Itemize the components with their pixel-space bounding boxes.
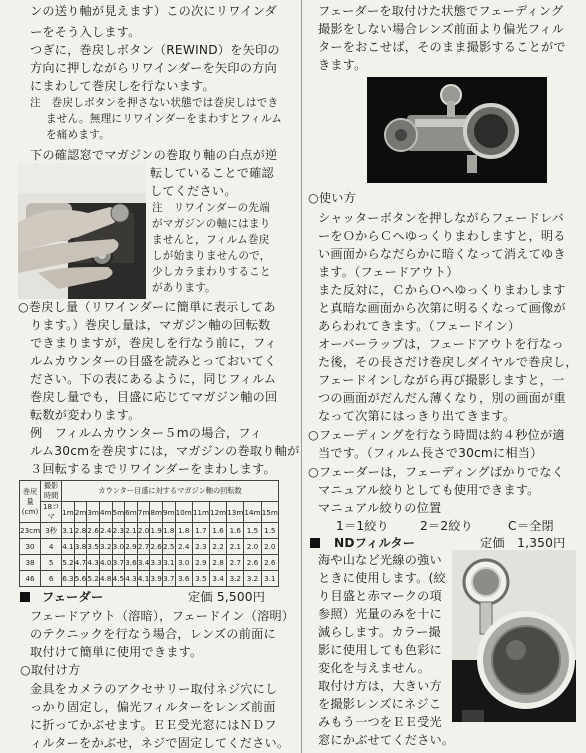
- table-cell-value: 2.6: [244, 555, 261, 571]
- table-header-frames: 18コマ: [41, 502, 62, 523]
- table-cell-value: 3.2: [99, 539, 112, 555]
- camera-rewind-photo: [18, 163, 146, 299]
- usage-line-11: つの画面がだんだん薄くなり，別の画面が重: [318, 391, 566, 405]
- note2-line-2: がマガジンの軸にはまり: [152, 218, 271, 230]
- intro-line-1: ンの送り軸が見えます）この次にリワインダ: [30, 4, 277, 18]
- usage-line-6: と真暗な画面から次第に明るくなって画像が: [318, 301, 566, 315]
- example-line-2: ルム30cmを巻戻すには，マガジンの巻取り軸が: [30, 444, 300, 458]
- column-divider: [301, 0, 302, 753]
- table-col-header: 3m: [87, 502, 100, 523]
- table-cell-value: 3.6: [175, 571, 192, 587]
- table-cell-value: 2.6: [87, 523, 100, 539]
- note2-line-1: 注 リワインダーの先端: [152, 202, 270, 214]
- usage-line-7: あらわれてきます。（フェードイン）: [318, 319, 521, 333]
- right-top-line-4: きます。: [318, 58, 367, 72]
- table-cell-value: 1.8: [162, 523, 175, 539]
- table-col-header: 6m: [125, 502, 138, 523]
- stop-two: 2＝2絞り: [420, 519, 474, 533]
- rewind-table: [19, 480, 279, 587]
- table-cell-value: 2.4: [175, 539, 192, 555]
- right-top-line-1: フェーダーを取付けた状態でフェーディング: [318, 4, 564, 18]
- table-col-header: 2m: [74, 502, 87, 523]
- table-cell-value: 3.4: [210, 571, 227, 587]
- intro-line-3: つぎに，巻戻しボタン（REWIND）を矢印の: [30, 43, 280, 57]
- table-cell-value: 5.6: [74, 571, 87, 587]
- table-cell-value: 2.4: [99, 523, 112, 539]
- table-cell-value: 1.8: [175, 523, 192, 539]
- fader-bullet: [20, 592, 30, 602]
- table-col-header: 11m: [192, 502, 209, 523]
- nd-line-5: 減らします。カラー撮: [318, 625, 441, 639]
- usage-line-3: い画面からなだらかに暗くなって消えてゆき: [318, 247, 566, 261]
- fader-photo: [367, 77, 547, 183]
- table-cell-value: 1.5: [261, 523, 278, 539]
- fader-desc-line-2: のテクニックを行なう場合，レンズの前面に: [30, 627, 276, 641]
- usage-line-10: フェードインしながら再び撮影しますと，一: [318, 373, 565, 387]
- fader-price: 定価 5,500円: [188, 590, 266, 604]
- nd-bullet: [310, 538, 320, 548]
- stop-close: C＝全閉: [508, 519, 554, 533]
- table-cell-value: 2.7: [137, 539, 150, 555]
- mount-line-2: っかり固定し，偏光フィルターをレンズ前面: [30, 700, 276, 714]
- fader-desc-line-1: フェードアウト（溶暗），フェードイン（溶明）: [30, 609, 295, 623]
- note1-line-3: を痛めます。: [46, 129, 110, 141]
- mount-title: ○取付け方: [20, 663, 81, 677]
- table-cell-value: 3.2: [244, 571, 261, 587]
- manual-line-3: マニュアル絞りの位置: [318, 501, 442, 515]
- table-cell-value: 2.3: [192, 539, 209, 555]
- mount-line-1: 金具をカメラのアクセサリー取付ネジ穴にし: [30, 682, 278, 696]
- table-cell-value: 6.3: [62, 571, 75, 587]
- table-cell-value: 1.6: [227, 523, 244, 539]
- table-cell-length: 38: [20, 555, 41, 571]
- rewind-amount-line-2: ります。）巻戻し量は，マガジン軸の回転数: [30, 318, 271, 332]
- table-cell-value: 5.2: [62, 555, 75, 571]
- rewind-amount-line-6: 巻戻し量でも，目盛に応じてマガジン軸の回: [30, 390, 278, 404]
- table-cell-value: 2.9: [192, 555, 209, 571]
- nd-line-8: 取付け方は，大きい方: [318, 679, 442, 693]
- table-cell-value: 2.0: [137, 523, 150, 539]
- table-cell-value: 3.9: [150, 571, 163, 587]
- example-line-3: ３回転するまでリワインダーをまわします。: [30, 462, 276, 476]
- table-cell-seconds: 4: [41, 539, 62, 555]
- table-cell-seconds: 3秒: [41, 523, 62, 539]
- table-cell-value: 3.7: [112, 555, 125, 571]
- usage-line-2: ーをＯからＣへゆっくりまわしますと，明る: [318, 229, 566, 243]
- table-row: [20, 555, 279, 571]
- table-cell-value: 4.1: [137, 571, 150, 587]
- table-row: [20, 539, 279, 555]
- table-cell-seconds: 6: [41, 571, 62, 587]
- fader-title: フェーダー: [42, 590, 104, 604]
- table-cell-value: 4.5: [112, 571, 125, 587]
- table-cell-value: 4.0: [99, 555, 112, 571]
- note1-line-1: 注 巻戻しボタンを押さない状態では巻戻しはでき: [30, 97, 279, 109]
- table-header-group: カウンター目盛に対するマガジン軸の回転数: [62, 481, 279, 502]
- table-cell-value: 3.5: [192, 571, 209, 587]
- nd-line-3: り目盛と赤マークの項: [318, 589, 442, 603]
- table-cell-value: 5.2: [87, 571, 100, 587]
- nd-line-6: 影に使用しても色彩に: [318, 643, 442, 657]
- table-header-rewind: 巻戻量(cm): [20, 481, 41, 523]
- stop-one: 1＝1絞り: [336, 519, 390, 533]
- table-cell-value: 2.2: [210, 539, 227, 555]
- rewind-amount-line-4: ルムカウンターの目盛を読みとっておいてく: [30, 354, 277, 368]
- nd-line-9: を撮影レンズにネジこ: [318, 697, 442, 711]
- table-cell-value: 3.6: [125, 555, 138, 571]
- manual-line-1: ○フェーダーは，フェーディングばかりでなく: [308, 465, 565, 479]
- table-cell-value: 3.1: [62, 523, 75, 539]
- table-cell-value: 1.7: [192, 523, 209, 539]
- table-cell-length: 23cm: [20, 523, 41, 539]
- table-cell-value: 3.1: [261, 571, 278, 587]
- table-col-header: 7m: [137, 502, 150, 523]
- table-cell-value: 4.8: [99, 571, 112, 587]
- table-cell-value: 2.7: [227, 555, 244, 571]
- manual-line-2: マニュアル絞りとしても使用できます。: [318, 483, 540, 497]
- table-col-header: 5m: [112, 502, 125, 523]
- nd-line-1: 海や山など光線の強い: [318, 553, 442, 567]
- table-cell-value: 3.0: [175, 555, 192, 571]
- right-top-line-2: 撮影をしない場合レンズ前面より偏光フィル: [318, 22, 565, 36]
- table-header-time: 撮影時間: [41, 481, 62, 502]
- table-cell-value: 2.3: [112, 523, 125, 539]
- table-col-header: 8m: [150, 502, 163, 523]
- table-cell-value: 4.1: [62, 539, 75, 555]
- table-row: [20, 571, 279, 587]
- table-cell-value: 3.2: [227, 571, 244, 587]
- table-cell-value: 3.3: [150, 555, 163, 571]
- table-cell-value: 3.0: [112, 539, 125, 555]
- table-cell-value: 4.7: [74, 555, 87, 571]
- table-cell-seconds: 5: [41, 555, 62, 571]
- rewind-amount-line-3: できまりますが，巻戻しを行なう前に，フィ: [30, 336, 277, 350]
- rewind-amount-line-1: ○巻戻し量（リワインダーに簡単に表示してあ: [18, 300, 276, 314]
- table-cell-value: 2.0: [244, 539, 261, 555]
- intro-line-4: 方向に押しながらリワインダーを矢印の方向: [30, 61, 277, 75]
- usage-line-1: シャッターボタンを押しながらフェードレバ: [318, 211, 565, 225]
- rewind-amount-line-5: ださい。下の表にあるように，同じフィルム: [30, 372, 277, 386]
- table-col-header: 1m: [62, 502, 75, 523]
- table-cell-value: 3.8: [74, 539, 87, 555]
- table-cell-value: 2.1: [125, 523, 138, 539]
- table-cell-value: 4.3: [87, 555, 100, 571]
- usage-line-8: オーバーラップは，フェードアウトを行なっ: [318, 337, 564, 351]
- usage-line-5: また反対に，ＣからＯへゆっくりまわします: [318, 283, 566, 297]
- table-col-header: 9m: [162, 502, 175, 523]
- table-cell-value: 1.9: [150, 523, 163, 539]
- table-cell-value: 1.6: [210, 523, 227, 539]
- fading-time-line-2: 当です。（フィルム長さで30cmに相当）: [318, 446, 543, 460]
- usage-line-9: た後，その長さだけ巻戻しダイヤルで巻戻し，: [318, 355, 578, 369]
- beside-photo-line-1: 転していることで確認: [150, 166, 274, 180]
- table-cell-value: 2.1: [227, 539, 244, 555]
- table-cell-length: 46: [20, 571, 41, 587]
- check-window-line: 下の確認窓でマガジンの巻取り軸の白点が逆: [30, 148, 278, 162]
- right-top-line-3: ターをおこせば，そのまま撮影することがで: [318, 40, 566, 54]
- nd-filter-photo: [452, 550, 576, 722]
- table-cell-value: 3.7: [162, 571, 175, 587]
- nd-price: 定価 1,350円: [480, 536, 566, 550]
- table-col-header: 15m: [261, 502, 278, 523]
- table-cell-length: 30: [20, 539, 41, 555]
- nd-line-11: 窓にかぶせてください。: [318, 733, 455, 747]
- fading-time-line-1: ○フェーディングを行なう時間は約４秒位が適: [308, 428, 565, 442]
- table-cell-value: 3.5: [87, 539, 100, 555]
- table-cell-value: 2.8: [210, 555, 227, 571]
- note2-line-3: ませんと，フィルム巻戻: [152, 234, 270, 246]
- nd-line-7: 変化を与えません。: [318, 661, 431, 675]
- table-col-header: 10m: [175, 502, 192, 523]
- table-col-header: 12m: [210, 502, 227, 523]
- table-cell-value: 3.1: [162, 555, 175, 571]
- intro-line-5: にまわして巻戻しを行ないます。: [30, 79, 215, 93]
- table-cell-value: 1.5: [244, 523, 261, 539]
- note2-line-5: 少しカラまわりすること: [152, 266, 271, 278]
- nd-line-10: みもう一つをＥＥ受光: [318, 715, 442, 729]
- nd-line-4: 参照）光量のみを十に: [318, 607, 442, 621]
- note2-line-4: しが始まりませんので，: [152, 250, 271, 262]
- table-cell-value: 4.3: [125, 571, 138, 587]
- beside-photo-line-2: してください。: [150, 184, 237, 198]
- table-col-header: 14m: [244, 502, 261, 523]
- rewind-amount-line-7: 転数が変わります。: [30, 408, 141, 422]
- table-cell-value: 2.9: [125, 539, 138, 555]
- nd-title: NDフィルター: [334, 536, 416, 550]
- usage-line-4: ます。（フェードアウト）: [318, 265, 459, 279]
- table-row: [20, 523, 279, 539]
- table-cell-value: 3.4: [137, 555, 150, 571]
- table-cell-value: 2.6: [150, 539, 163, 555]
- table-col-header: 4m: [99, 502, 112, 523]
- table-cell-value: 2.5: [162, 539, 175, 555]
- example-line-1: 例 フィルムカウンター５mの場合，フィ: [30, 426, 263, 440]
- note2-line-6: があります。: [152, 282, 216, 294]
- nd-line-2: ときに使用します。(絞: [318, 571, 446, 585]
- mount-line-3: に折ってかぶせます。ＥＥ受光窓にはＮＤフ: [30, 718, 277, 732]
- table-col-header: 13m: [227, 502, 244, 523]
- intro-line-2: ーをそう入します。: [30, 25, 141, 39]
- table-cell-value: 2.0: [261, 539, 278, 555]
- fader-desc-line-3: 取付けて簡単に使用できます。: [30, 645, 203, 659]
- table-cell-value: 2.8: [74, 523, 87, 539]
- usage-line-12: なって次第にはっきり出てきます。: [318, 409, 516, 423]
- table-cell-value: 2.6: [261, 555, 278, 571]
- mount-line-4: ィルターをかぶせ，ネジで固定してください。: [30, 736, 290, 750]
- usage-title: ○使い方: [308, 191, 356, 205]
- note1-line-2: ません。無理にリワインダーをまわすとフィルム: [46, 113, 283, 125]
